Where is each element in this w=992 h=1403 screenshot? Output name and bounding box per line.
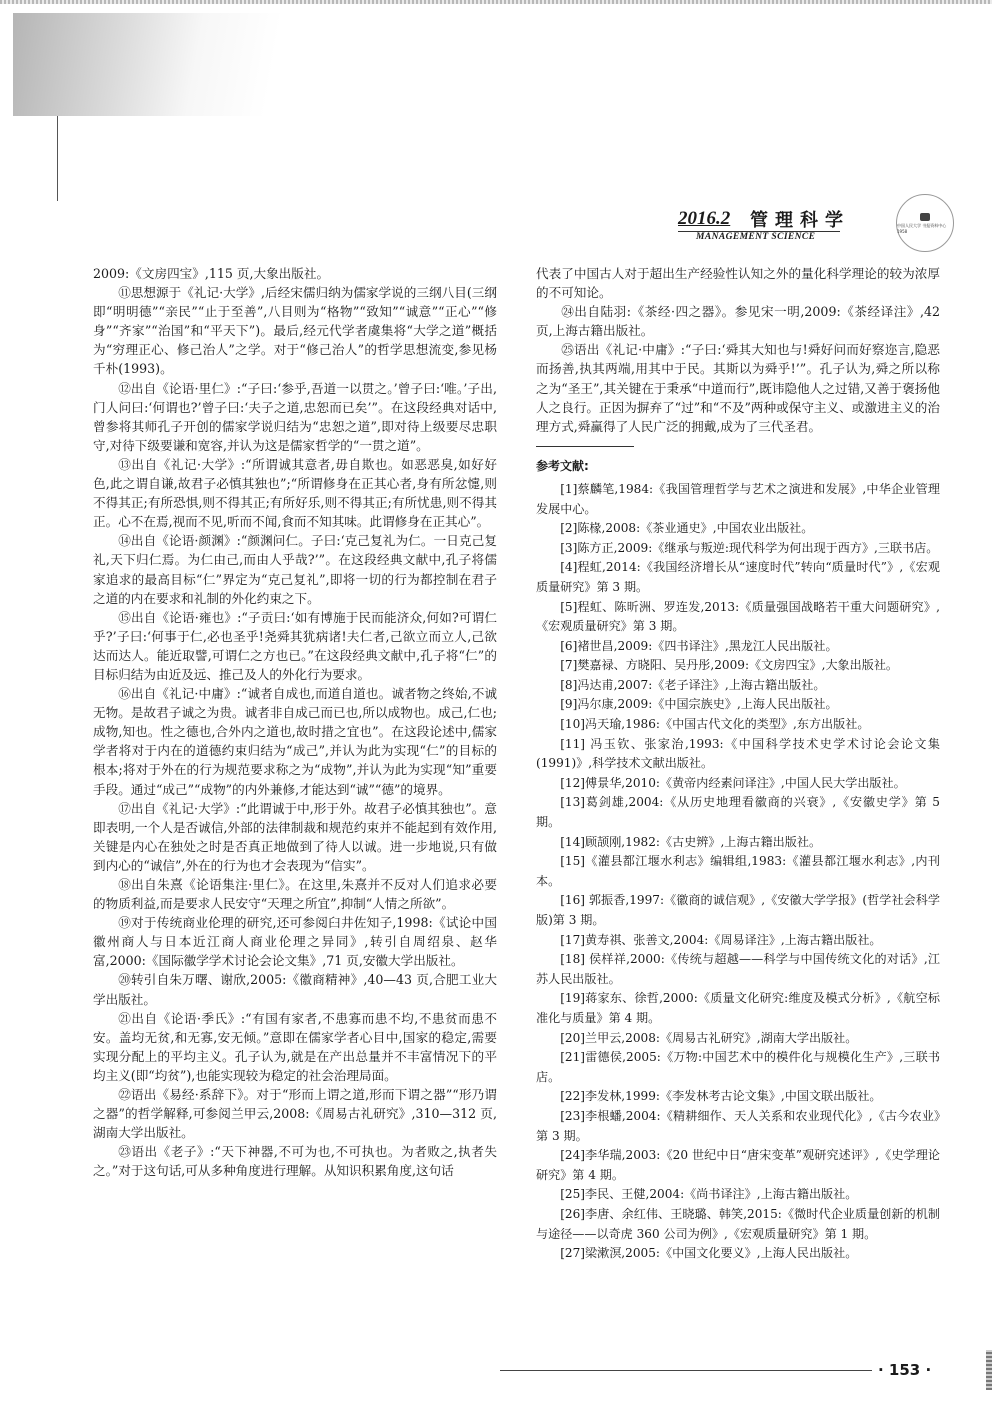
note-paragraph: 代表了中国古人对于超出生产经验性认知之外的量化科学理论的较为浓厚的不可知论。 [536, 266, 940, 301]
right-column-notes [536, 264, 940, 436]
issue-number: 2016.2 [678, 208, 731, 229]
reference-item: [19]蒋家东、徐哲,2000:《质量文化研究:维度及模式分析》,《航空标准化与质量》第 4 期。 [536, 991, 940, 1025]
reference-item: [11] 冯玉钦、张家治,1993:《中国科学技术史学术讨论会论文集(1991)》,科学技术文献出版社。 [536, 736, 940, 771]
reference-item: [26]李唐、余红伟、王晓璐、韩笑,2015:《微时代企业质量创新的机制与途径——以奇虎 360 公司为例》,《宏观质量研究》第 1 期。 [536, 1206, 940, 1241]
note-paragraph: ⑪思想源于《礼记·大学》,后经宋儒归纳为儒家学说的三纲八目(三纲即“明明德”“亲民”“止于至善”,八目则为“格物”“致知”“诚意”“正心”“修身”“齐家”“治国”和“平天下”)。最后,经元代学者虞集将“大学之道”概括为“穷理正心、修己治人”之学。对于“修己治人”的哲学思想流变,参见杨千朴(1993)。 [93, 285, 497, 377]
scan-line-artifact [57, 116, 58, 201]
reference-item: [4]程虹,2014:《我国经济增长从“速度时代”转向“质量时代”》,《宏观质量研究》第 3 期。 [536, 560, 940, 594]
note-paragraph: ㉕语出《礼记·中庸》:“子曰:‘舜其大知也与!舜好问而好察迩言,隐恶而扬善,执其两端,用其中于民。其斯以为舜乎!’”。孔子认为,舜之所以称之为“圣王”,其关键在于秉承“中道而行”,既讳隐他人之过错,又善于褒扬他人之良行。正因为摒弃了“过”和“不及”两种或保守主义、或激进主义的治理方式,舜赢得了人民广泛的拥戴,成为了三代圣君。 [536, 342, 940, 434]
note-paragraph: ⑲对于传统商业伦理的研究,还可参阅臼井佐知子,1998:《试论中国徽州商人与日本近江商人商业伦理之异同》,转引自周绍泉、赵华富,2000:《国际徽学学术讨论会论文集》,71 页,安徽大学出版社。 [93, 915, 497, 969]
reference-item: [9]冯尔康,2009:《中国宗族史》,上海人民出版社。 [560, 697, 838, 712]
reference-item: [23]李根蟠,2004:《精耕细作、天人关系和农业现代化》,《古今农业》第 3 期。 [536, 1108, 940, 1143]
note-paragraph: 2009:《文房四宝》,115 页,大象出版社。 [93, 266, 330, 281]
scan-edge-artifact [0, 0, 992, 4]
right-column [536, 264, 940, 1264]
reference-item: [16] 郭振香,1997:《徽商的诚信观》,《安徽大学学报》(哲学社会科学版)第 3 期。 [536, 893, 940, 927]
seal-text: 中国人民大学 书报资料中心 1958 [897, 222, 947, 234]
reference-item: [17]黄寿祺、张善文,2004:《周易译注》,上海古籍出版社。 [560, 932, 882, 947]
reference-item: [5]程虹、陈昕洲、罗连发,2013:《质量强国战略若干重大问题研究》,《宏观质量研究》第 3 期。 [536, 599, 940, 634]
reference-item: [6]褚世昌,2009:《四书译注》,黑龙江人民出版社。 [560, 638, 838, 653]
reference-item: [15]《灌县都江堰水利志》编辑组,1983:《灌县都江堰水利志》,内刊本。 [536, 854, 940, 888]
reference-item: [25]李民、王健,2004:《尚书译注》,上海古籍出版社。 [560, 1187, 858, 1202]
reference-item: [10]冯天瑜,1986:《中国古代文化的类型》,东方出版社。 [560, 717, 870, 732]
reference-item: [12]傅景华,2010:《黄帝内经素问译注》,中国人民大学出版社。 [560, 775, 906, 790]
section-divider [536, 446, 634, 447]
note-paragraph: ㉓语出《老子》:“天下神器,不可为也,不可执也。为者败之,执者失之。”对于这句话,可从多种角度进行理解。从知识积累角度,这句话 [93, 1144, 497, 1179]
scan-edge-artifact-right [986, 1350, 992, 1390]
reference-item: [14]顾颉刚,1982:《古史辨》,上海古籍出版社。 [560, 834, 822, 849]
reference-item: [13]葛剑雄,2004:《从历史地理看徽商的兴衰》,《安徽史学》第 5 期。 [536, 795, 940, 830]
scan-shadow-artifact [13, 13, 313, 116]
references-heading: 参考文献: [536, 458, 589, 473]
reference-item: [24]李华瑞,2003:《20 世纪中日“唐宋变革”观研究述评》,《史学理论研究》第 4 期。 [536, 1148, 940, 1182]
note-paragraph: ⑬出自《礼记·大学》:“所谓诚其意者,毋自欺也。如恶恶臭,如好好色,此之谓自谦,故君子必慎其独也”;“所谓修身在正其心者,身有所忿懥,则不得其正;有所恐惧,则不得其正;有所好乐,则不得其正;有所忧患,则不得其正。心不在焉,视而不见,听而不闻,食而不知其味。此谓修身在正其心”。 [93, 456, 497, 530]
seal-emblem-icon [920, 213, 930, 221]
reference-item: [3]陈方正,2009:《继承与叛逆:现代科学为何出现于西方》,三联书店。 [560, 540, 939, 555]
reference-item: [2]陈椽,2008:《茶业通史》,中国农业出版社。 [560, 521, 814, 536]
reference-item: [22]李发林,1999:《李发林考古论文集》,中国文联出版社。 [560, 1089, 882, 1104]
footer-rule [500, 1370, 872, 1371]
reference-item: [21]雷德侯,2005:《万物:中国艺术中的模件化与规模化生产》,三联书店。 [536, 1050, 940, 1084]
note-paragraph: ⑯出自《礼记·中庸》:“诚者自成也,而道自道也。诚者物之终始,不诚无物。是故君子诚之为贵。诚者非自成己而已也,所以成物也。成己,仁也;成物,知也。性之德也,合外内之道也,故时措之宜也”。在这段论述中,儒家学者将对于内在的道德约束归结为“成己”,并认为此为实现“仁”的目标的根本;将对于外在的行为规范要求称之为“成物”,并认为此为实现“知”重要手段。通过“成己”“成物”的内外兼修,才能达到“诚”“德”的境界。 [93, 686, 497, 797]
reference-list [536, 480, 940, 1264]
note-paragraph: ㉔出自陆羽:《茶经·四之器》。参见宋一明,2009:《茶经译注》,42 页,上海古籍出版社。 [536, 304, 940, 339]
note-paragraph: ⑳转引自朱万曙、谢欣,2005:《徽商精神》,40—43 页,合肥工业大学出版社。 [93, 972, 497, 1007]
note-paragraph: ㉑出自《论语·季氏》:“有国有家者,不患寡而患不均,不患贫而患不安。盖均无贫,和无寡,安无倾。”意即在儒家学者心目中,国家的稳定,需要实现分配上的平均主义。孔子认为,就是在产出总量并不丰富情况下的平均主义(即“均贫”),也能实现较为稳定的社会治理局面。 [93, 1010, 497, 1083]
reference-item: [7]樊嘉禄、方晓阳、吴丹彤,2009:《文房四宝》,大象出版社。 [560, 658, 899, 673]
reference-item: [20]兰甲云,2008:《周易古礼研究》,湖南大学出版社。 [560, 1030, 858, 1045]
reference-item: [1]蔡麟笔,1984:《我国管理哲学与艺术之演进和发展》,中华企业管理发展中心。 [536, 481, 940, 516]
note-paragraph: ⑰出自《礼记·大学》:“此谓诚于中,形于外。故君子必慎其独也”。意即表明,一个人是否诚信,外部的法律制裁和规范约束并不能起到有效作用,关键是内心在独处之时是否真正地做到了待人以诚。进一步地说,只有做到内心的“诚信”,外在的行为也才会表现为“信实”。 [93, 800, 497, 873]
note-paragraph: ⑭出自《论语·颜渊》:“颜渊问仁。子曰:‘克己复礼为仁。一日克己复礼,天下归仁焉。为仁由己,而由人乎哉?’”。在这段经典文献中,孔子将儒家追求的最高目标“仁”界定为“克己复礼”,即将一切的行为都控制在君子之道的内在要求和礼制的外化约束之下。 [93, 533, 497, 606]
page-number: · 153 · [878, 1361, 932, 1379]
journal-title-en: MANAGEMENT SCIENCE [696, 232, 816, 242]
reference-item: [27]梁漱溟,2005:《中国文化要义》,上海人民出版社。 [560, 1246, 858, 1261]
note-paragraph: ㉒语出《易经·系辞下》。对于“形而上谓之道,形而下谓之器”“形乃谓之器”的哲学解释,可参阅兰甲云,2008:《周易古礼研究》,310—312 页,湖南大学出版社。 [93, 1087, 497, 1141]
note-paragraph: ⑫出自《论语·里仁》:“子曰:‘参乎,吾道一以贯之。’曾子曰:‘唯。’子出,门人问曰:‘何谓也?’曾子曰:‘夫子之道,忠恕而已矣’”。在这段经典对话中,曾参将其师孔子开创的儒家学说归结为“忠恕之道”,即对待上级要尽忠职守,对待下级要谦和宽容,并认为这是儒家哲学的“一贯之道”。 [93, 380, 497, 453]
note-paragraph: ⑮出自《论语·雍也》:“子贡曰:‘如有博施于民而能济众,何如?可谓仁乎?’子曰:‘何事于仁,必也圣乎!尧舜其犹病诸!夫仁者,己欲立而立人,己欲达而达人。能近取譬,可谓仁之方也已。”在这段经典文献中,孔子将“仁”的目标归结为由近及远、推己及人的外化行为要求。 [93, 609, 497, 682]
journal-title-cn: 管理科学 [750, 210, 850, 231]
note-paragraph: ⑱出自朱熹《论语集注·里仁》。在这里,朱熹并不反对人们追求必要的物质利益,而是要求人民安守“天理之所宜”,抑制“人情之所欲”。 [93, 877, 497, 912]
left-column-notes [93, 264, 497, 1181]
seal-stamp-icon [896, 194, 954, 252]
reference-item: [18] 侯样祥,2000:《传统与超越——科学与中国传统文化的对话》,江苏人民出版社。 [536, 952, 940, 986]
reference-item: [8]冯达甫,2007:《老子译注》,上海古籍出版社。 [560, 677, 826, 692]
